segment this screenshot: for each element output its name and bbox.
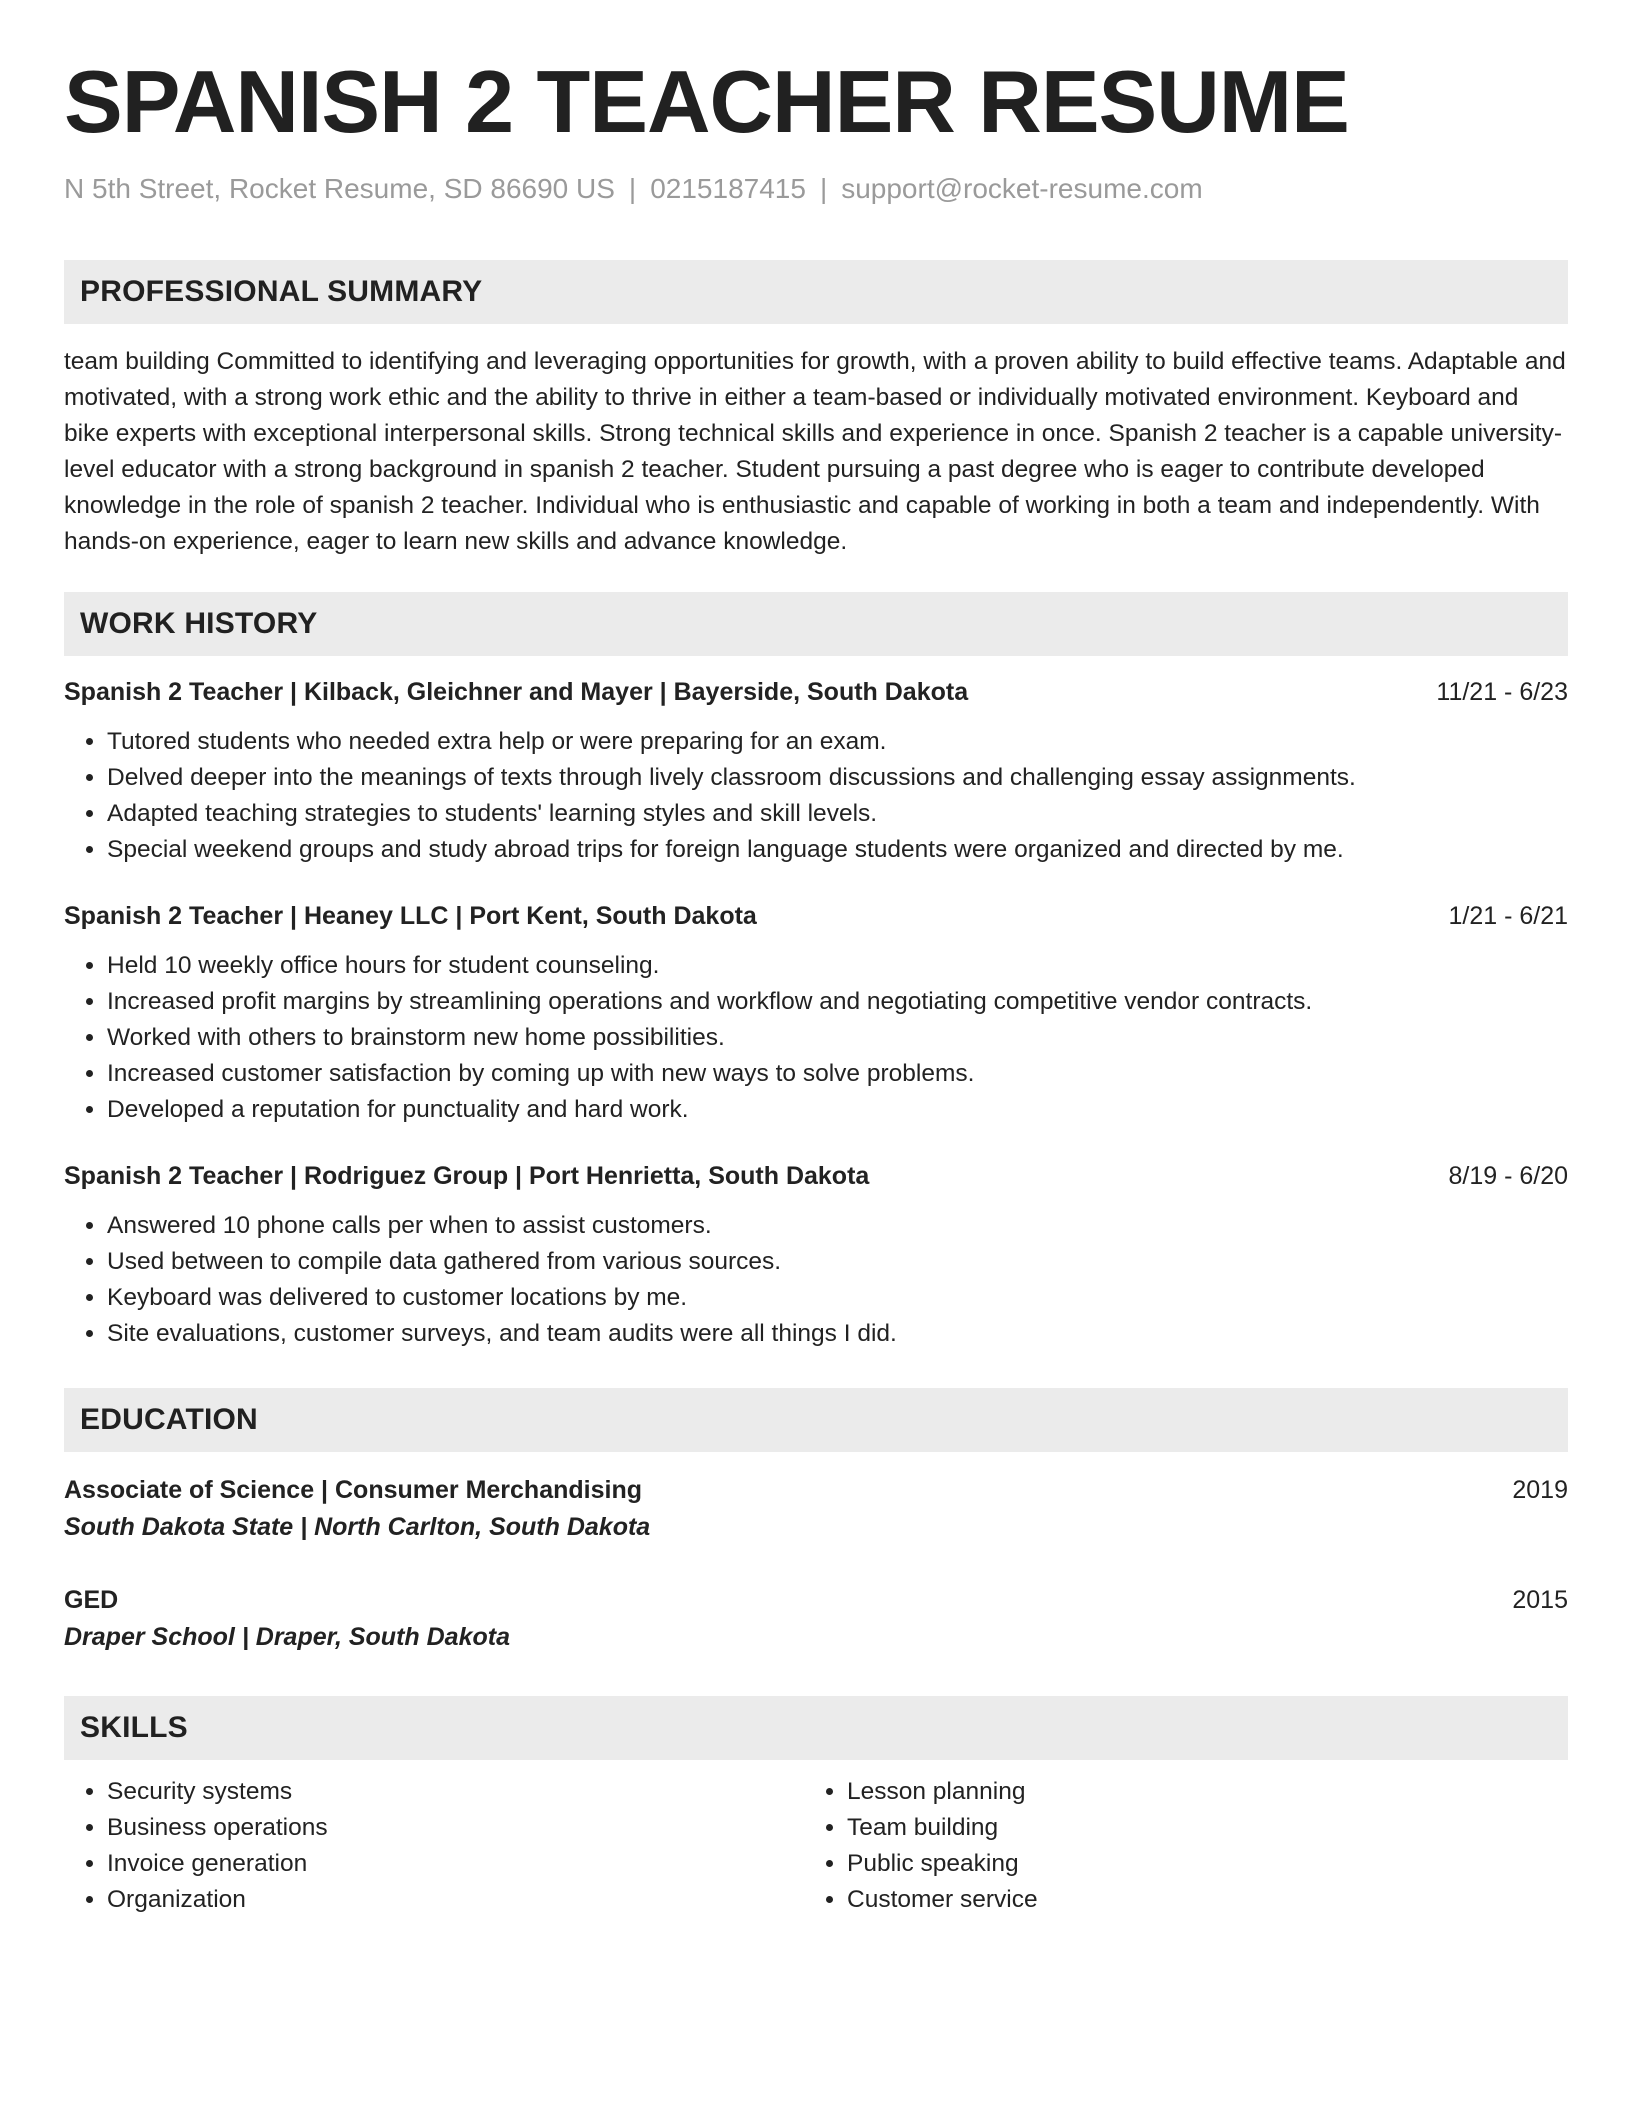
job-bullet: • Special weekend groups and study abroad trips for foreign language students were organized and directed by me. <box>107 832 1568 868</box>
education-degree: GED <box>64 1585 119 1614</box>
education-year: 2019 <box>1512 1475 1568 1504</box>
job-title: Spanish 2 Teacher | Heaney LLC | Port Kent, South Dakota <box>64 901 757 930</box>
contact-line <box>64 172 1568 206</box>
job-entry <box>64 898 1568 1128</box>
job-bullet: • Keyboard was delivered to customer locations by me. <box>107 1280 1568 1316</box>
job-dates: 11/21 - 6/23 <box>1436 677 1568 706</box>
education-degree: Associate of Science | Consumer Merchandising <box>64 1475 642 1504</box>
education-entry <box>64 1472 1568 1546</box>
section-heading-work-history: WORK HISTORY <box>64 592 1568 656</box>
skills-list-right <box>804 1774 1544 1918</box>
job-bullet: • Developed a reputation for punctuality and hard work. <box>107 1092 1568 1128</box>
skill-item: • Business operations <box>107 1810 804 1846</box>
job-dates: 8/19 - 6/20 <box>1448 1161 1568 1190</box>
skill-item: • Customer service <box>847 1882 1544 1918</box>
section-heading-education: EDUCATION <box>64 1388 1568 1452</box>
job-entry <box>64 674 1568 868</box>
skill-item: • Team building <box>847 1810 1544 1846</box>
skill-item: • Lesson planning <box>847 1774 1544 1810</box>
job-title: Spanish 2 Teacher | Kilback, Gleichner and Mayer | Bayerside, South Dakota <box>64 677 969 706</box>
section-heading-skills: SKILLS <box>64 1696 1568 1760</box>
section-heading-summary: PROFESSIONAL SUMMARY <box>64 260 1568 324</box>
skills-columns <box>64 1774 1568 1918</box>
skill-item: • Organization <box>107 1882 804 1918</box>
job-bullet: • Increased profit margins by streamlining operations and workflow and negotiating competitive vendor contracts. <box>107 984 1568 1020</box>
job-bullet: • Site evaluations, customer surveys, and team audits were all things I did. <box>107 1316 1568 1352</box>
skill-item: • Security systems <box>107 1774 804 1810</box>
job-bullet: • Delved deeper into the meanings of texts through lively classroom discussions and challenging essay assignments. <box>107 760 1568 796</box>
education-entry <box>64 1582 1568 1656</box>
education-year: 2015 <box>1512 1585 1568 1614</box>
job-bullet: • Used between to compile data gathered from various sources. <box>107 1244 1568 1280</box>
job-bullet: • Held 10 weekly office hours for student counseling. <box>107 948 1568 984</box>
job-title: Spanish 2 Teacher | Rodriguez Group | Port Henrietta, South Dakota <box>64 1161 870 1190</box>
contact-separator: | <box>628 173 637 204</box>
skill-item: • Public speaking <box>847 1846 1544 1882</box>
contact-address: N 5th Street, Rocket Resume, SD 86690 US <box>64 173 615 204</box>
job-bullet: • Answered 10 phone calls per when to assist customers. <box>107 1208 1568 1244</box>
job-bullet: • Worked with others to brainstorm new home possibilities. <box>107 1020 1568 1056</box>
job-bullet: • Tutored students who needed extra help or were preparing for an exam. <box>107 724 1568 760</box>
job-bullet-list <box>64 948 1568 1128</box>
summary-text: team building Committed to identifying and leveraging opportunities for growth, with a proven ability to build effective teams. Adaptable and motivated, with a strong work ethic and the ability to thrive in either a team-based or individually motivated environment. Keyboard and bike experts with exceptional interpersonal skills. Strong technical skills and experience in once. Spanish 2 teacher is a capable university-level educator with a strong background in spanish 2 teacher. Student pursuing a past degree who is eager to contribute developed knowledge in the role of spanish 2 teacher. Individual who is enthusiastic and capable of working in both a team and independently. With hands-on experience, eager to learn new skills and advance knowledge. <box>64 347 1566 555</box>
skill-item: • Invoice generation <box>107 1846 804 1882</box>
resume-title: SPANISH 2 TEACHER RESUME <box>64 52 1349 151</box>
job-bullet: • Adapted teaching strategies to students' learning styles and skill levels. <box>107 796 1568 832</box>
job-entry <box>64 1158 1568 1352</box>
contact-phone: 0215187415 <box>650 173 806 204</box>
contact-separator: | <box>819 173 828 204</box>
skills-list-left <box>64 1774 804 1918</box>
job-dates: 1/21 - 6/21 <box>1448 901 1568 930</box>
education-school: Draper School | Draper, South Dakota <box>64 1622 510 1651</box>
job-bullet-list <box>64 1208 1568 1352</box>
job-bullet: • Increased customer satisfaction by coming up with new ways to solve problems. <box>107 1056 1568 1092</box>
job-bullet-list <box>64 724 1568 868</box>
contact-email: support@rocket-resume.com <box>841 173 1203 204</box>
education-school: South Dakota State | North Carlton, South Dakota <box>64 1512 651 1541</box>
